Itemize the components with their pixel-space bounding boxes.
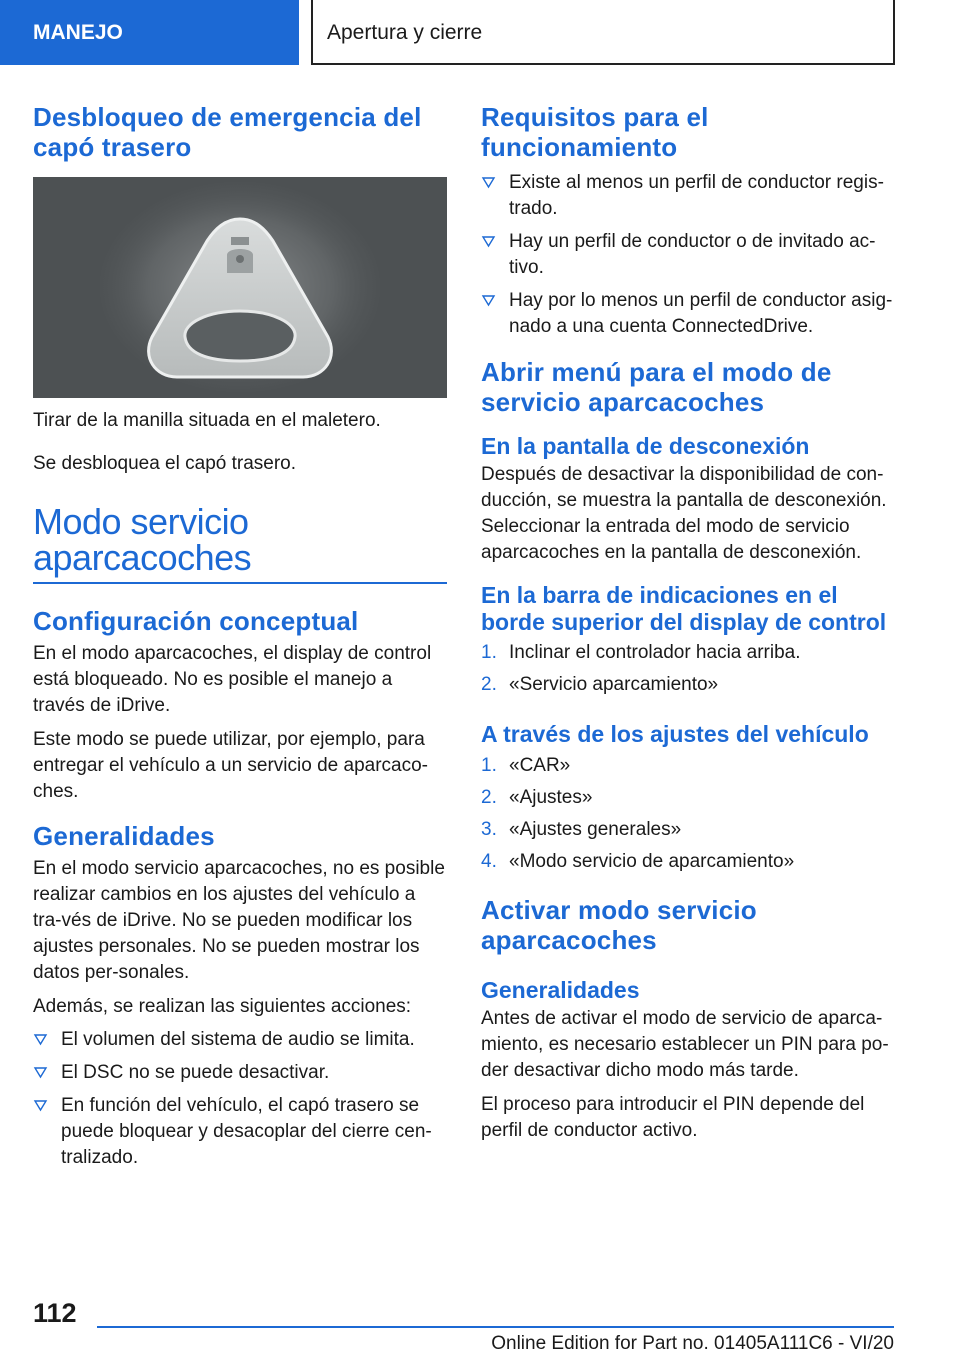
step-number: 1. [481, 642, 497, 663]
list-item-text: Hay por lo menos un perfil de conductor asig-nado a una cuenta ConnectedDrive. [509, 290, 893, 337]
triangle-bullet-icon [481, 234, 496, 249]
step-number: 1. [481, 755, 497, 776]
requirements-heading: Requisitos para el funcionamiento [481, 102, 709, 162]
status-bar-heading: En la barra de indicaciones en el borde superior del display de control [481, 582, 887, 635]
paragraph: Este modo se puede utilizar, por ejemplo, para entregar el vehículo a un servicio de aparcaco-ches. [33, 729, 429, 802]
general-heading: Generalidades [33, 821, 215, 851]
logoff-screen-heading: En la pantalla de desconexión [481, 433, 810, 459]
list-item [481, 288, 897, 340]
paragraph: El proceso para introducir el PIN depende del perfil de conductor activo. [481, 1094, 865, 1141]
list-item [33, 1093, 447, 1171]
paragraph: Después de desactivar la disponibilidad de con-ducción, se muestra la pantalla de desconexión. Seleccionar la entrada del modo de servicio aparcacoches en la pantalla de desconexión. [481, 464, 887, 563]
paragraph: Además, se realizan las siguientes acciones: [33, 996, 412, 1017]
step-item [481, 849, 897, 875]
step-number: 4. [481, 851, 497, 872]
edition-note: Online Edition for Part no. 01405A111C6 - VI/20 [491, 1333, 894, 1354]
step-number: 3. [481, 819, 497, 840]
step-item [481, 672, 897, 698]
heading-rule [33, 582, 447, 584]
trunk-handle-icon [33, 177, 447, 398]
list-item [33, 1027, 447, 1053]
vehicle-settings-steps [481, 753, 897, 875]
step-text: Inclinar el controlador hacia arriba. [509, 642, 801, 663]
paragraph: En el modo aparcacoches, el display de control está bloqueado. No es posible el manejo a través de iDrive. [33, 643, 432, 716]
vehicle-settings-heading: A través de los ajustes del vehículo [481, 721, 869, 747]
triangle-bullet-icon [33, 1098, 48, 1113]
list-item [481, 229, 897, 281]
step-text: «Modo servicio de aparcamiento» [509, 851, 795, 872]
status-bar-steps [481, 640, 897, 698]
activate-heading: Activar modo servicio aparcacoches [481, 895, 757, 955]
emergency-release-heading: Desbloqueo de emergencia del capó trasero [33, 102, 422, 162]
triangle-bullet-icon [33, 1065, 48, 1080]
step-text: «Ajustes» [509, 787, 593, 808]
step-item [481, 817, 897, 843]
concept-heading: Configuración conceptual [33, 606, 359, 636]
list-item-text: El DSC no se puede desactivar. [61, 1062, 330, 1083]
step-number: 2. [481, 674, 497, 695]
step-text: «Servicio aparcamiento» [509, 674, 719, 695]
page-number: 112 [33, 1298, 77, 1328]
list-item-text: En función del vehículo, el capó trasero se puede bloquear y desacoplar del cierre cen-tralizado. [61, 1095, 432, 1168]
paragraph: Se desbloquea el capó trasero. [33, 453, 297, 474]
step-item [481, 640, 897, 666]
triangle-bullet-icon [481, 293, 496, 308]
chapter-heading: Modo servicio aparcacoches [33, 501, 252, 578]
activate-general-heading: Generalidades [481, 977, 640, 1003]
triangle-bullet-icon [481, 175, 496, 190]
paragraph: En el modo servicio aparcacoches, no es posible realizar cambios en los ajustes del vehículo a tra-vés de iDrive. No se pueden modificar los ajustes personales. No se pueden mostrar los datos per-sonales. [33, 858, 445, 983]
step-item [481, 785, 897, 811]
list-item [481, 170, 897, 222]
step-text: «Ajustes generales» [509, 819, 682, 840]
list-item [33, 1060, 447, 1086]
trunk-handle-illustration [33, 177, 447, 398]
triangle-bullet-icon [33, 1032, 48, 1047]
list-item-text: Hay un perfil de conductor o de invitado ac-tivo. [509, 231, 876, 278]
chapter-title: Apertura y cierre [311, 0, 895, 65]
step-number: 2. [481, 787, 497, 808]
section-tab: MANEJO [0, 0, 299, 65]
actions-list [33, 1027, 447, 1171]
step-item [481, 753, 897, 779]
left-column [33, 102, 447, 1171]
paragraph: Tirar de la manilla situada en el maletero. [33, 410, 381, 431]
open-menu-heading: Abrir menú para el modo de servicio aparcacoches [481, 357, 832, 417]
list-item-text: Existe al menos un perfil de conductor regis-trado. [509, 172, 884, 219]
paragraph: Antes de activar el modo de servicio de aparca-miento, es necesario establecer un PIN para po-der desactivar dicho modo más tarde. [481, 1008, 889, 1081]
list-item-text: El volumen del sistema de audio se limita. [61, 1029, 415, 1050]
footer-rule [97, 1326, 894, 1328]
step-text: «CAR» [509, 755, 571, 776]
right-column [481, 102, 897, 1144]
requirements-list [481, 170, 897, 340]
